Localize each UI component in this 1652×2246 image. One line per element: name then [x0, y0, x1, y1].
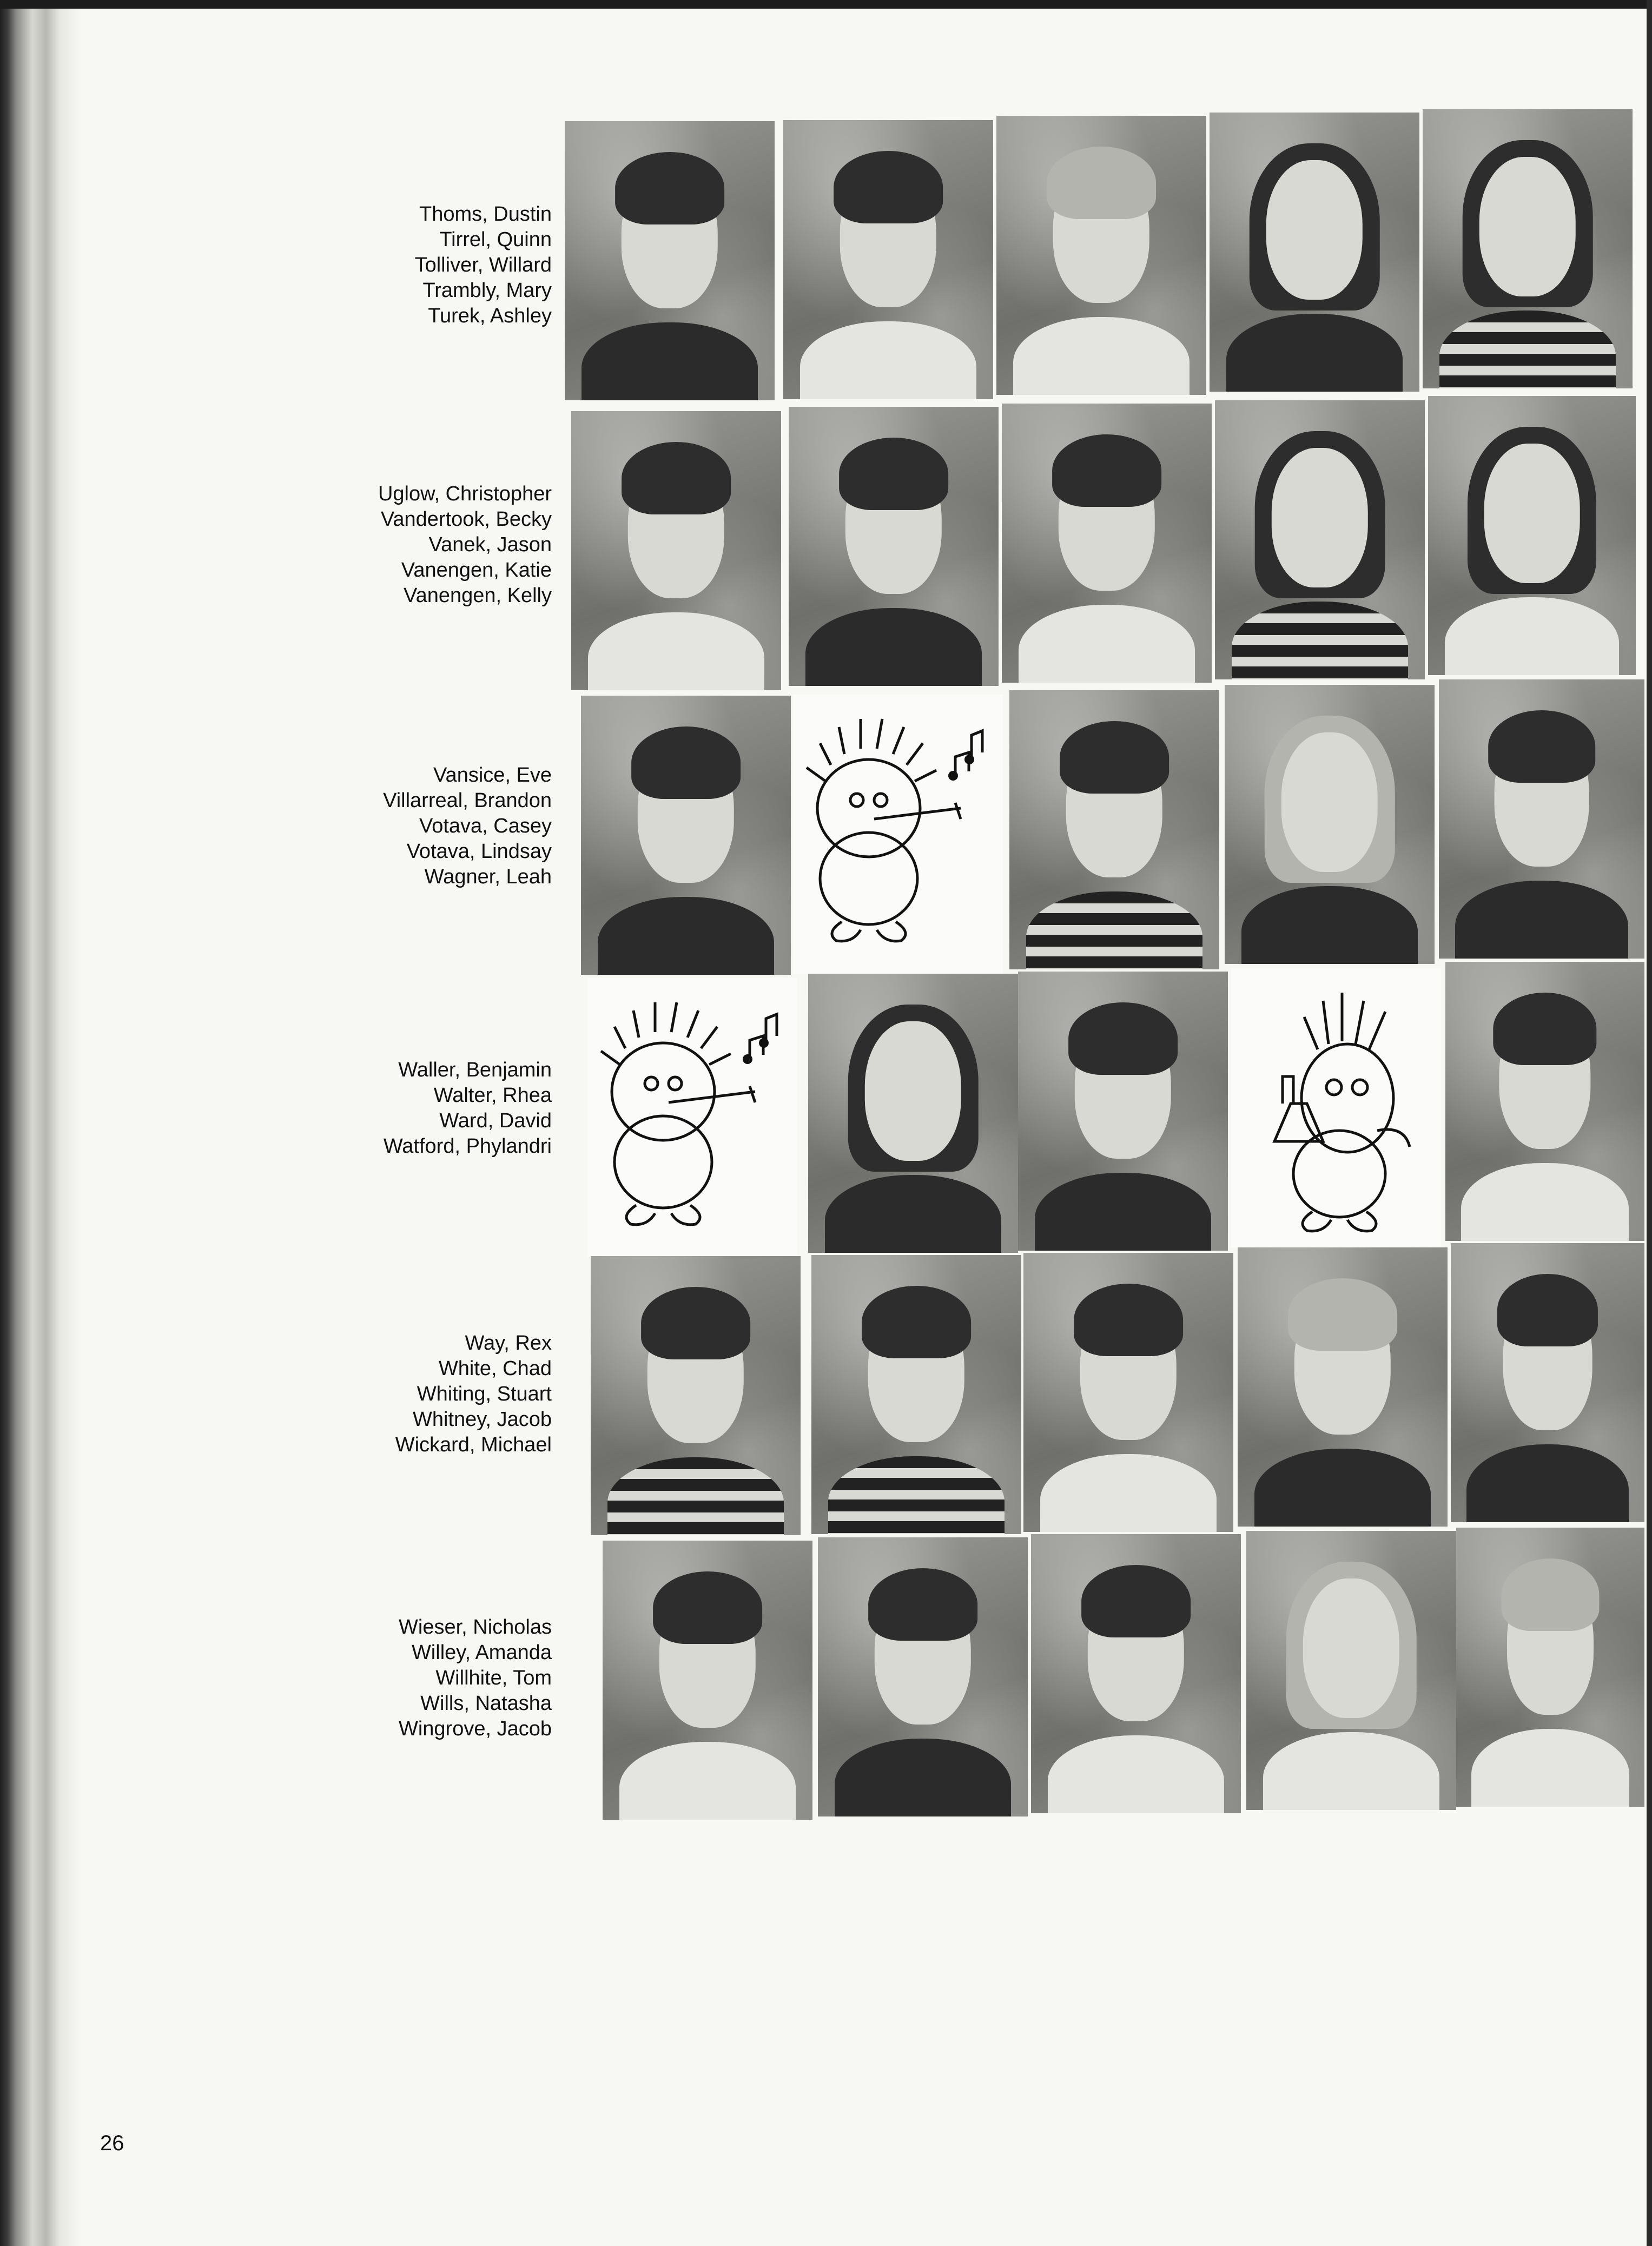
student-photo [1002, 404, 1212, 683]
book-binding-shadow [0, 0, 81, 2246]
flute-creature-drawing [587, 978, 797, 1257]
name-list [270, 1615, 552, 1742]
student-name: Vanek, Jason [428, 533, 552, 556]
student-name: Wieser, Nicholas [399, 1616, 552, 1639]
student-name: Willhite, Tom [435, 1667, 552, 1689]
student-photo [1445, 962, 1644, 1241]
student-photo [1423, 109, 1633, 388]
student-photo [1023, 1253, 1233, 1532]
student-name: Wickard, Michael [395, 1434, 552, 1456]
name-list [270, 763, 552, 890]
flask-creature-drawing [1231, 968, 1441, 1247]
student-name: White, Chad [438, 1357, 552, 1380]
flute-creature-cartoon [793, 695, 1003, 974]
name-list [270, 1058, 552, 1159]
flask-creature-cartoon [1231, 968, 1441, 1247]
student-photo [818, 1537, 1028, 1816]
student-name: Waller, Benjamin [398, 1059, 552, 1081]
student-name: Willey, Amanda [411, 1641, 552, 1664]
student-name: Watford, Phylandri [383, 1135, 552, 1158]
student-name: Tolliver, Willard [414, 254, 552, 276]
student-photo [1018, 972, 1228, 1251]
student-name: Whitney, Jacob [413, 1408, 552, 1431]
student-photo [1439, 679, 1644, 959]
student-name: Tirrel, Quinn [439, 228, 552, 251]
student-name: Vanengen, Kelly [404, 584, 552, 607]
student-name: Trambly, Mary [422, 279, 552, 302]
student-name: Vandertook, Becky [380, 508, 552, 531]
student-name: Villarreal, Brandon [383, 789, 552, 812]
flute-creature-cartoon [587, 978, 797, 1257]
student-photo [1451, 1243, 1644, 1522]
student-photo [603, 1541, 812, 1820]
student-photo [1009, 690, 1219, 969]
student-name: Whiting, Stuart [417, 1383, 552, 1405]
student-name: Wills, Natasha [420, 1692, 552, 1715]
student-photo [565, 121, 775, 400]
student-name: Vansice, Eve [433, 764, 552, 787]
student-name: Thoms, Dustin [419, 203, 552, 226]
student-name: Votava, Lindsay [406, 840, 552, 863]
student-name: Wagner, Leah [424, 866, 552, 888]
page-number: 26 [100, 2131, 124, 2155]
student-photo [811, 1255, 1021, 1534]
student-photo [1210, 113, 1419, 392]
student-name: Uglow, Christopher [378, 483, 552, 505]
student-photo [789, 407, 999, 686]
student-name: Votava, Casey [419, 815, 552, 837]
student-photo [1456, 1528, 1644, 1807]
student-photo [996, 116, 1206, 395]
page-top-edge [0, 0, 1652, 9]
student-photo [1238, 1247, 1448, 1527]
name-list [270, 1331, 552, 1458]
name-list [270, 202, 552, 329]
student-photo [571, 411, 781, 690]
flute-creature-drawing [793, 695, 1003, 974]
student-name: Wingrove, Jacob [398, 1717, 552, 1740]
student-photo [1225, 685, 1435, 964]
student-photo [1031, 1534, 1241, 1813]
student-photo [783, 120, 993, 399]
student-photo [1246, 1531, 1456, 1810]
student-name: Walter, Rhea [433, 1084, 552, 1107]
student-name: Turek, Ashley [428, 305, 552, 327]
student-name: Way, Rex [465, 1332, 552, 1355]
student-name: Vanengen, Katie [401, 559, 552, 582]
page-right-edge [1647, 0, 1652, 2246]
student-photo [808, 974, 1018, 1253]
student-photo [1215, 400, 1425, 679]
student-photo [581, 696, 791, 975]
student-photo [591, 1256, 801, 1535]
student-name: Ward, David [439, 1109, 552, 1132]
student-photo [1428, 396, 1636, 675]
name-list [270, 481, 552, 609]
